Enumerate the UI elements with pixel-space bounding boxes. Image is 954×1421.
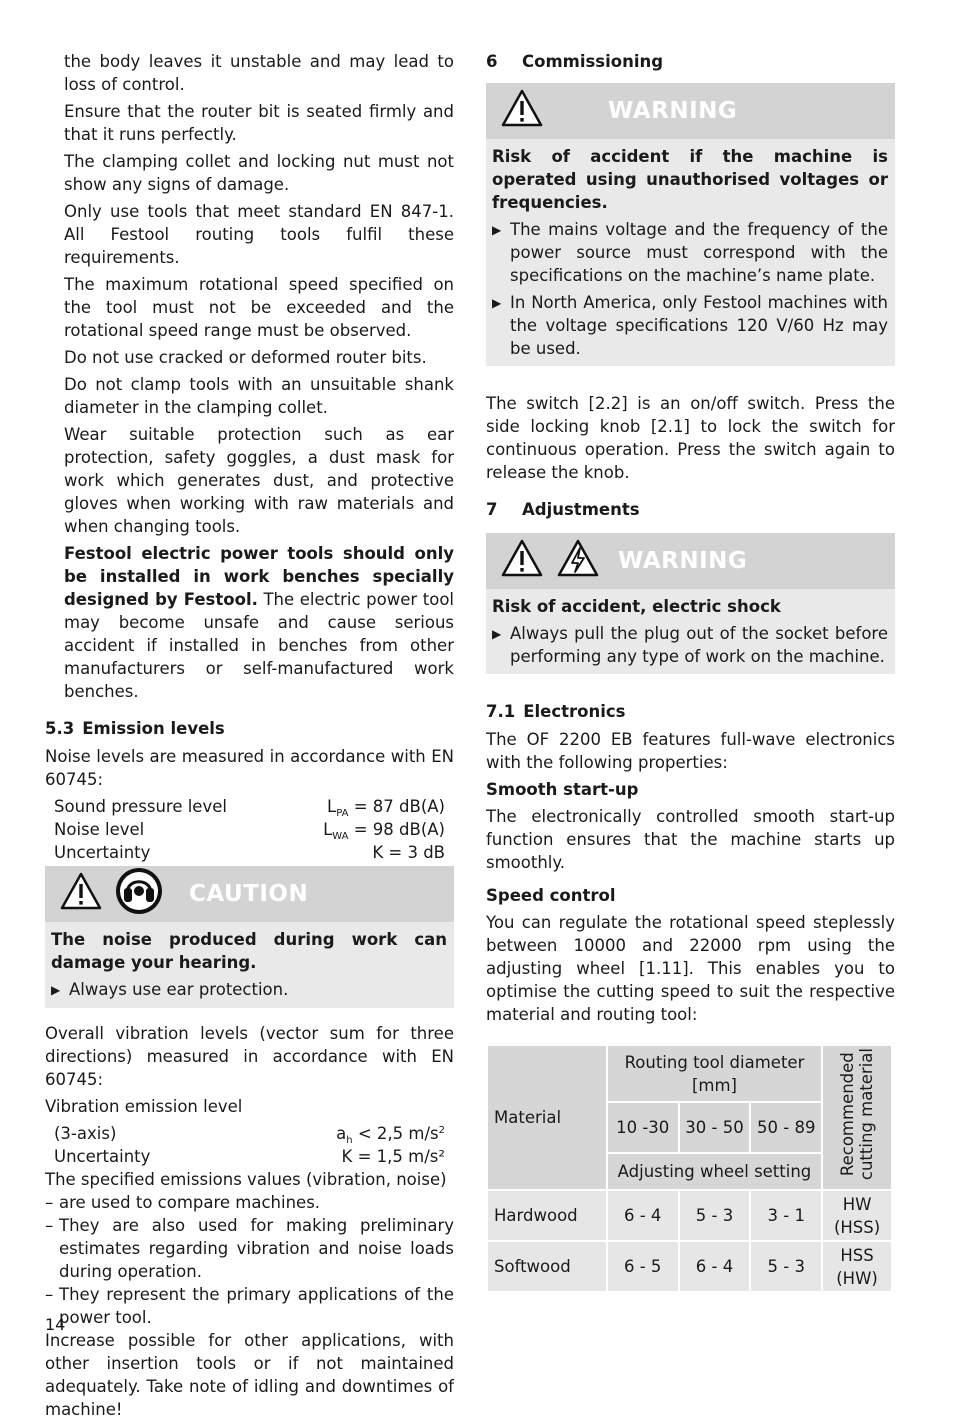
table-cell-recommended: HW (HSS) (822, 1190, 892, 1241)
table-cell: 5 - 3 (750, 1241, 822, 1292)
warning-triangle-icon (500, 88, 544, 134)
noise-intro: Noise levels are measured in accordance with EN 60745: (45, 747, 454, 789)
warning-bullet (492, 291, 888, 360)
warning-title: WARNING (608, 97, 738, 124)
table-cell: 6 - 5 (607, 1241, 679, 1292)
section-heading-7 (486, 498, 895, 521)
section-heading-7-1 (486, 700, 895, 723)
warning-bullet (492, 218, 888, 287)
speed-table (486, 1044, 893, 1293)
warning-bold-text: Risk of accident, electric shock (492, 597, 781, 616)
caution-title: CAUTION (189, 880, 309, 907)
table-row (487, 1190, 892, 1241)
spec-value: $L_{WA} = 98$ dB(A) (323, 820, 445, 842)
table-header-range: 30 - 50 (679, 1102, 751, 1153)
table-header-recommended: Recommended cutting material (822, 1045, 892, 1190)
section-number: 7.1 (486, 702, 516, 721)
safety-paragraph: Only use tools that meet standard EN 847-1. All Festool routing tools fulfil these requirements. (64, 202, 454, 267)
spec-row (54, 818, 445, 841)
warning-triangle-icon (500, 538, 544, 584)
safety-paragraph: Do not clamp tools with an unsuitable shank diameter in the clamping collet. (64, 375, 454, 417)
safety-paragraph: The clamping collet and locking nut must not show any signs of damage. (64, 152, 454, 194)
bullet-arrow-icon: ▶ (492, 627, 502, 641)
section-title: Emission levels (82, 719, 225, 738)
dash-item: – are used to compare machines. (45, 1193, 321, 1212)
vibration-specs (45, 1122, 454, 1168)
table-cell-material: Hardwood (487, 1190, 607, 1241)
table-header-diameter: Routing tool diameter [mm] (607, 1045, 822, 1102)
table-cell: 6 - 4 (679, 1241, 751, 1292)
bullet-arrow-icon: ▶ (51, 983, 61, 997)
spec-label: Noise level (54, 820, 145, 839)
section-number: 5.3 (45, 719, 75, 738)
section-title: Electronics (523, 702, 626, 721)
closing-text: Increase possible for other applications, with other insertion tools or if not maintained adequately. Take note of idling and downtimes of machine! (45, 1331, 454, 1419)
table-header-setting: Adjusting wheel setting (607, 1153, 822, 1190)
spec-row (54, 1122, 445, 1145)
vibration-heading: Vibration emission level (45, 1097, 243, 1116)
dash-item: – They represent the primary applications of the power tool. (45, 1285, 454, 1327)
warning-box-voltage (486, 83, 895, 366)
spec-row (54, 1145, 445, 1168)
table-cell: 5 - 3 (679, 1190, 751, 1241)
safety-paragraph: Wear suitable protection such as ear protection, safety goggles, a dust mask for work which generates dust, and protective gloves when working with raw materials and when changing tools. (64, 425, 454, 536)
warning-box-shock (486, 533, 895, 674)
warning-title: WARNING (618, 547, 748, 574)
caution-header (45, 866, 454, 922)
vibration-intro: Overall vibration levels (vector sum for three directions) measured in accordance with EN 60745: (45, 1024, 454, 1089)
warning-triangle-icon (59, 871, 103, 917)
warning-header (486, 83, 895, 139)
page-number: 14 (45, 1315, 66, 1334)
smooth-start-text: The electronically controlled smooth start-up function ensures that the machine starts up smoothly. (486, 807, 895, 872)
caution-box (45, 866, 454, 1008)
caution-bold-text: The noise produced during work can damage your hearing. (51, 930, 447, 972)
ear-protection-icon (115, 867, 163, 921)
safety-paragraph: The maximum rotational speed specified on the tool must not be exceeded and the rotational speed range must be observed. (64, 275, 454, 340)
warning-body (486, 139, 895, 366)
bullet-text: The mains voltage and the frequency of the power source must correspond with the specifications on the machine’s name plate. (510, 220, 888, 285)
spec-value: K = 3 dB (372, 843, 445, 862)
warning-bold-text: Risk of accident if the machine is operated using unauthorised voltages or frequencies. (492, 147, 888, 212)
section-heading-5-3 (45, 717, 454, 740)
right-column (486, 50, 895, 1293)
safety-paragraph: Ensure that the router bit is seated firmly and that it runs perfectly. (64, 102, 454, 144)
left-column (45, 50, 454, 1421)
section-title: Commissioning (522, 52, 664, 71)
warning-body (486, 589, 895, 674)
spec-label: (3-axis) (54, 1124, 117, 1143)
warning-bullet (492, 622, 888, 668)
section-number: 7 (486, 500, 498, 519)
section-heading-6 (486, 50, 895, 73)
bullet-text: Always use ear protection. (69, 980, 289, 999)
spec-label: Uncertainty (54, 1147, 151, 1166)
spec-value: $a_h < 2,5$ $m/s^2$ (336, 1124, 445, 1146)
table-cell: 6 - 4 (607, 1190, 679, 1241)
spec-row (54, 795, 445, 818)
electronics-intro: The OF 2200 EB features full-wave electronics with the following properties: (486, 730, 895, 772)
noise-specs (45, 795, 454, 864)
speed-control-heading: Speed control (486, 886, 616, 905)
section-title: Adjustments (522, 500, 640, 519)
caution-bullet (51, 978, 447, 1002)
dash-item: – They are also used for making preliminary estimates regarding vibration and noise loads during operation. (45, 1216, 454, 1281)
table-cell: 3 - 1 (750, 1190, 822, 1241)
spec-row (54, 841, 445, 864)
caution-body (45, 922, 454, 1008)
smooth-start-heading: Smooth start-up (486, 780, 639, 799)
electric-shock-icon (556, 538, 600, 584)
bullet-arrow-icon: ▶ (492, 223, 502, 237)
spec-label: Uncertainty (54, 843, 151, 862)
bullet-arrow-icon: ▶ (492, 296, 502, 310)
table-header-range: 10 -30 (607, 1102, 679, 1153)
table-cell-recommended: HSS (HW) (822, 1241, 892, 1292)
table-row (487, 1241, 892, 1292)
table-cell-material: Softwood (487, 1241, 607, 1292)
spec-label: Sound pressure level (54, 797, 227, 816)
safety-paragraph: the body leaves it unstable and may lead to loss of control. (64, 52, 454, 94)
bench-bold-text: Festool electric power tools should only be installed in work benches specially designed by Festool. (64, 544, 454, 609)
speed-control-text: You can regulate the rotational speed steplessly between 10000 and 22000 rpm using the adjusting wheel [1.11]. This enables you to optimise the cutting speed to suit the respective material and routing tool: (486, 913, 895, 1024)
warning-header (486, 533, 895, 589)
spec-value: K = 1,5 m/s² (341, 1147, 445, 1166)
table-header-range: 50 - 89 (750, 1102, 822, 1153)
table-header-material: Material (487, 1045, 607, 1190)
bench-paragraph (45, 542, 454, 703)
spec-value: $L_{PA} = 87$ dB(A) (327, 797, 445, 819)
bullet-text: Always pull the plug out of the socket before performing any type of work on the machine. (510, 624, 888, 666)
bullet-text: In North America, only Festool machines with the voltage specifications 120 V/60 Hz may be used. (510, 293, 888, 358)
safety-paragraph: Do not use cracked or deformed router bits. (64, 348, 427, 367)
switch-text: The switch [2.2] is an on/off switch. Press the side locking knob [2.1] to lock the switch for continuous operation. Press the switch again to release the knob. (486, 394, 895, 482)
section-number: 6 (486, 52, 498, 71)
bench-text: The electric power tool may become unsafe and cause serious accident if installed in benches from other manufacturers or self-manufactured work benches. (64, 590, 454, 701)
emission-intro: The specified emissions values (vibration, noise) (45, 1170, 447, 1189)
